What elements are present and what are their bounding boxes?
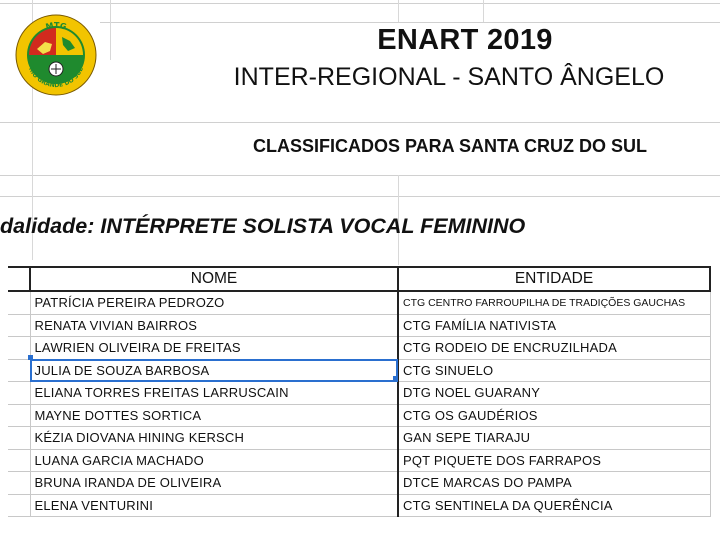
entidade-cell[interactable]: GAN SEPE TIARAJU (398, 427, 710, 450)
entidade-cell[interactable]: DTG NOEL GUARANY (398, 382, 710, 405)
mtg-logo-icon (15, 14, 97, 96)
row-header-cell (8, 494, 30, 517)
row-header-cell (8, 337, 30, 360)
column-header-entidade[interactable]: ENTIDADE (398, 267, 710, 291)
entidade-cell[interactable]: CTG RODEIO DE ENCRUZILHADA (398, 337, 710, 360)
table-row (8, 472, 710, 495)
grid-line (0, 122, 720, 123)
grid-line (100, 22, 720, 23)
row-header-cell (8, 291, 30, 314)
nome-cell[interactable]: LAWRIEN OLIVEIRA DE FREITAS (30, 337, 398, 360)
row-header-cell (8, 359, 30, 382)
row-header-cell (8, 449, 30, 472)
entidade-cell[interactable]: PQT PIQUETE DOS FARRAPOS (398, 449, 710, 472)
table-row (8, 427, 710, 450)
column-header-nome[interactable]: NOME (30, 267, 398, 291)
table-row (8, 337, 710, 360)
nome-cell[interactable]: ELIANA TORRES FREITAS LARRUSCAIN (30, 382, 398, 405)
grid-line (0, 175, 720, 176)
table-row (8, 359, 710, 382)
modalidade-heading: dalidade: INTÉRPRETE SOLISTA VOCAL FEMININO (0, 214, 526, 238)
entidade-cell[interactable]: CTG SENTINELA DA QUERÊNCIA (398, 494, 710, 517)
row-header-cell (8, 427, 30, 450)
page-subtitle: INTER-REGIONAL - SANTO ÂNGELO (233, 63, 665, 91)
grid-line (110, 0, 111, 60)
table-row (8, 382, 710, 405)
selection-handle[interactable] (393, 376, 398, 381)
table-row (8, 314, 710, 337)
grid-line (398, 0, 399, 22)
table-row (8, 404, 710, 427)
grid-line (0, 3, 720, 4)
svg-text:RIO GRANDE DO SUL: RIO GRANDE DO SUL (27, 66, 85, 90)
nome-cell[interactable]: MAYNE DOTTES SORTICA (30, 404, 398, 427)
row-header-cell (8, 314, 30, 337)
entidade-cell[interactable]: DTCE MARCAS DO PAMPA (398, 472, 710, 495)
grid-line (0, 196, 720, 197)
table-row (8, 449, 710, 472)
entidade-cell[interactable]: CTG SINUELO (398, 359, 710, 382)
row-header-cell (8, 267, 30, 291)
table-row (8, 494, 710, 517)
row-header-cell (8, 404, 30, 427)
selection-handle[interactable] (28, 355, 33, 360)
svg-text:MTG: MTG (44, 20, 68, 32)
nome-cell[interactable]: RENATA VIVIAN BAIRROS (30, 314, 398, 337)
table-header-row (8, 267, 710, 291)
nome-cell[interactable]: BRUNA IRANDA DE OLIVEIRA (30, 472, 398, 495)
row-header-cell (8, 472, 30, 495)
entidade-cell[interactable]: CTG OS GAUDÉRIOS (398, 404, 710, 427)
nome-cell[interactable]: ELENA VENTURINI (30, 494, 398, 517)
entidade-cell[interactable]: CTG FAMÍLIA NATIVISTA (398, 314, 710, 337)
nome-cell[interactable]: LUANA GARCIA MACHADO (30, 449, 398, 472)
page-title: ENART 2019 (377, 24, 553, 56)
nome-cell[interactable]: KÉZIA DIOVANA HINING KERSCH (30, 427, 398, 450)
nome-cell[interactable]: PATRÍCIA PEREIRA PEDROZO (30, 291, 398, 314)
selected-nome-cell[interactable]: JULIA DE SOUZA BARBOSA (30, 359, 398, 382)
classified-heading: CLASSIFICADOS PARA SANTA CRUZ DO SUL (253, 136, 647, 156)
row-header-cell (8, 382, 30, 405)
classified-table (8, 266, 711, 517)
entidade-cell[interactable]: CTG CENTRO FARROUPILHA DE TRADIÇÕES GAUCHAS (398, 291, 710, 314)
grid-line (483, 0, 484, 22)
table-row (8, 291, 710, 314)
